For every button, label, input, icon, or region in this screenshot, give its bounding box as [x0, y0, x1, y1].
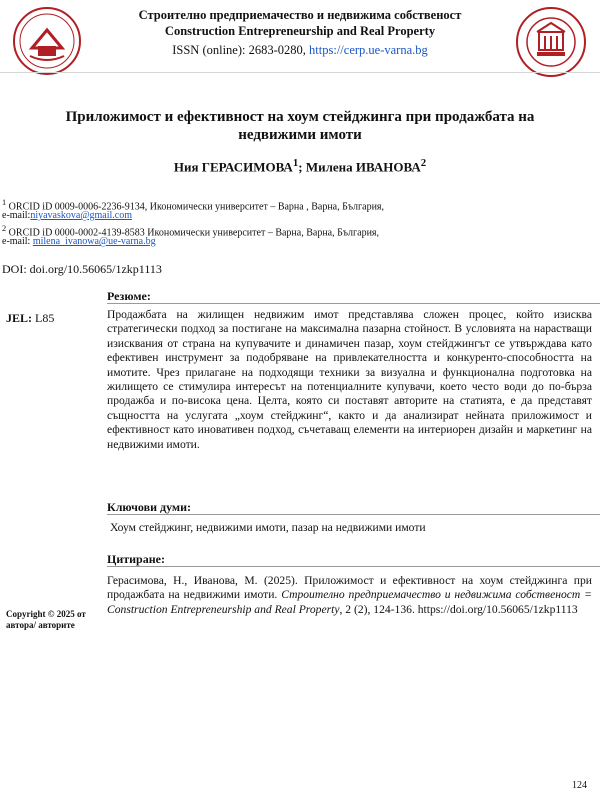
- citation-part-2: , 2 (2), 124-136. https://doi.org/10.56065/1zkp1113: [339, 602, 578, 616]
- affiliation-1-text: ORCID iD 0009-0006-2236-9134, Икономически университет – Варна , Варна, България,: [6, 201, 385, 213]
- citation-part-1: Герасимова, Н., Иванова, М. (2025). Приложимост и ефективност на хоум стейджинга при продажбата на недвижими имоти.: [107, 574, 592, 602]
- email-link-2[interactable]: milena_ivanowa@ue-varna.bg: [32, 236, 156, 247]
- article-title: Приложимост и ефективност на хоум стейджинга при продажбата на недвижими имоти: [65, 109, 535, 143]
- affiliation-2-email: [2, 236, 156, 248]
- page-number: 124: [572, 780, 587, 791]
- citation-text: [107, 574, 592, 617]
- email-label: e-mail:: [2, 210, 31, 221]
- abstract-divider: [107, 303, 600, 304]
- jel-label: JEL:: [6, 311, 33, 325]
- author-2: Милена ИВАНОВА: [305, 159, 421, 175]
- author-separator: ;: [298, 159, 306, 175]
- jel-value: L85: [32, 311, 55, 325]
- abstract-heading: Резюме:: [107, 289, 151, 303]
- journal-url-link[interactable]: https://cerp.ue-varna.bg: [309, 43, 428, 57]
- keywords-divider: [107, 514, 600, 515]
- author-1-sup: 1: [292, 157, 299, 169]
- issn-line: [0, 43, 600, 58]
- issn-text: ISSN (online): 2683-0280,: [172, 43, 310, 57]
- author-2-sup: 2: [420, 157, 427, 169]
- doi: DOI: doi.org/10.56065/1zkp1113: [2, 262, 162, 276]
- copyright-notice: Copyright © 2025 от автора/ авторите: [6, 609, 86, 630]
- keywords-heading: Ключови думи:: [107, 500, 192, 514]
- journal-title-bg: Строително предприемачество и недвижима собственост: [138, 8, 462, 22]
- affiliation-2-sup: 2: [2, 224, 7, 233]
- affiliation-1-sup: 1: [2, 198, 7, 207]
- email-label: e-mail:: [2, 236, 33, 247]
- citation-divider: [107, 566, 600, 567]
- citation-heading: Цитиране:: [107, 552, 165, 566]
- journal-title-en: Construction Entrepreneurship and Real Property: [164, 24, 436, 38]
- abstract-text: Продажбата на жилищен недвижим имот представлява сложен процес, който изисква стратегически подход за постигане на максимална пазарна стойност. В условията на нарастващи изисквания от страна на купувачите и динамичен пазар, хоум стейджингът се утвърждава като ефективен инструмент за подобряване на привлекателността и конкуренто-способността на имотите. Чрез прилагане на подходящи техники за визуална и функционална подготовка на жилището се стимулира интересът на потенциалните купувачи, което често води до по-бърза продажба и по-висока цена. Целта, която си поставят авторите на статията, е да представят същността на услугата „хоум стейджинг“, както и да анализират нейната приложимост и ефективност като иновативен подход, съчетаващ елементи на интериорен дизайн и маркетинг на недвижими имоти.: [107, 308, 592, 451]
- email-link-1[interactable]: niyavaskova@gmail.com: [30, 210, 133, 221]
- keywords-text: Хоум стейджинг, недвижими имоти, пазар на недвижими имоти: [110, 521, 426, 534]
- affiliation-2-text: ORCID iD 0000-0002-4139-8583 Икономически университет – Варна, Варна, България,: [6, 227, 380, 239]
- author-line: [0, 157, 600, 175]
- jel-code: [6, 311, 54, 326]
- header-divider: [0, 72, 600, 73]
- citation-journal: Строително предприемачество и недвижима собственост = Construction Entrepreneurship and Real Property: [107, 588, 592, 616]
- affiliation-1-email: [2, 210, 132, 222]
- author-1: Ния ГЕРАСИМОВА: [173, 159, 293, 175]
